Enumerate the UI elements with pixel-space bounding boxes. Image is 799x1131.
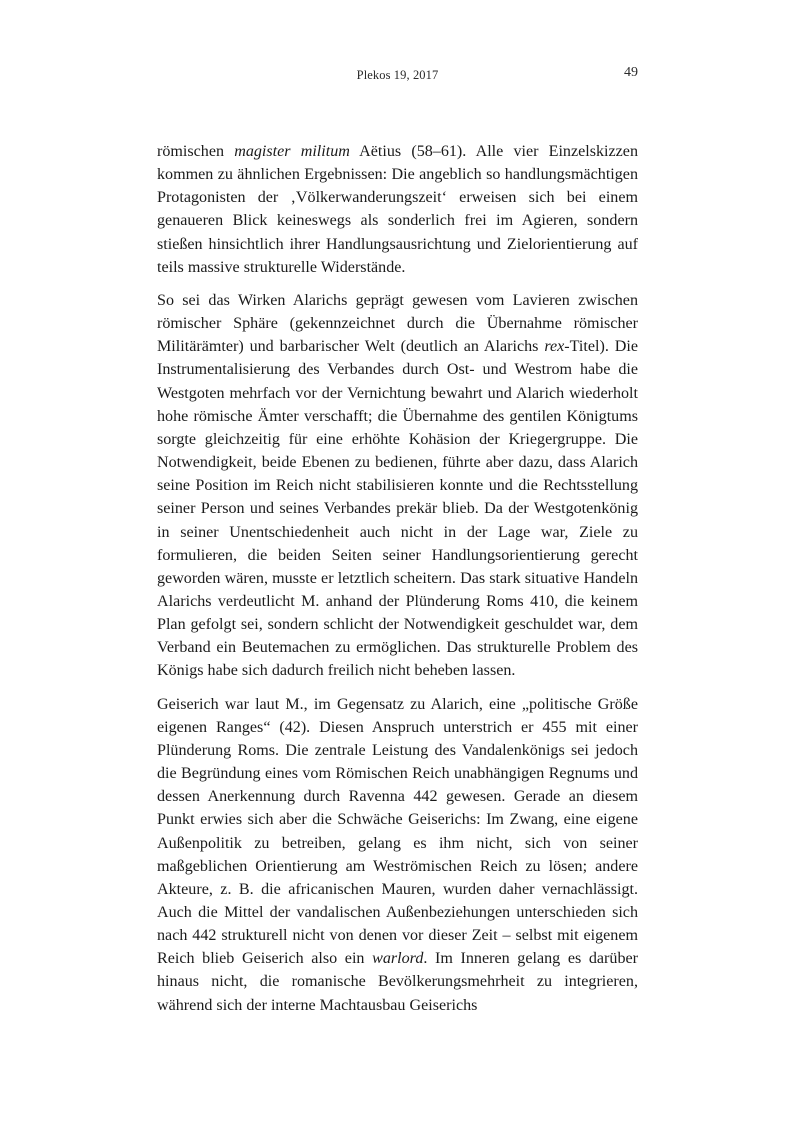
- paragraph: Geiserich war laut M., im Gegensatz zu Alarich, eine „politische Größe eigenen Ranges“ (42). Diesen Anspruch unterstrich er 455 mit einer Plünderung Roms. Die zentrale Leistung des Vandalenkönigs sei jedoch die Begründung eines vom Römischen Reich unabhängigen Regnums und dessen Anerkennung durch Ravenna 442 gewesen. Gerade an diesem Punkt erwies sich aber die Schwäche Geiserichs: Im Zwang, eine eigene Außenpolitik zu betreiben, gelang es ihm nicht, sich von seiner maßgeblichen Orientierung am Weströmischen Reich zu lösen; andere Akteure, z. B. die africanischen Mauren, wurden daher vernachlässigt. Auch die Mittel der vandalischen Außenbeziehungen unterschieden sich nach 442 strukturell nicht von denen vor dieser Zeit – selbst mit eigenem Reich blieb Geiserich also ein warlord. Im Inneren gelang es darüber hinaus nicht, die romanische Bevölkerungsmehrheit zu integrieren, während sich der interne Machtausbau Geiserichs: [157, 695, 638, 1014]
- italic-term: warlord: [372, 950, 424, 968]
- running-head: [157, 65, 638, 88]
- page-number: 49: [624, 65, 638, 80]
- paragraph: römischen magister militum Aëtius (58–61). Alle vier Einzelskizzen kommen zu ähnlichen Ergebnissen: Die angeblich so handlungsmächtigen Protagonisten der ‚Völkerwanderungszeit‘ erweisen sich bei einem genaueren Blick keineswegs als sonderlich frei im Agieren, sondern stießen hinsichtlich ihrer Handlungsausrichtung und Zielorientierung auf teils massive strukturelle Widerstände.: [157, 143, 638, 276]
- body-text-block: [157, 140, 638, 1017]
- italic-term: magister militum: [234, 143, 350, 160]
- italic-term: rex: [544, 338, 565, 356]
- running-head-title: Plekos 19, 2017: [356, 68, 439, 82]
- paragraph: So sei das Wirken Alarichs geprägt gewesen vom Lavieren zwischen römischer Sphäre (gekennzeichnet durch die Übernahme römischer Militärämter) und barbarischer Welt (deutlich an Alarichs rex-Titel). Die Instrumentalisierung des Verbandes durch Ost- und Westrom habe die Westgoten mehrfach vor der Vernichtung bewahrt und Alarich wiederholt hohe römische Ämter verschafft; die Übernahme des gentilen Königtums sorgte gleichzeitig für eine erhöhte Kohäsion der Kriegergruppe. Die Notwendigkeit, beide Ebenen zu bedienen, führte aber dazu, dass Alarich seine Position im Reich nicht stabilisieren konnte und die Rechtsstellung seiner Person und seines Verbandes prekär blieb. Da der Westgotenkönig in seiner Unentschiedenheit auch nicht in der Lage war, Ziele zu formulieren, die beiden Seiten seiner Handlungsorientierung gerecht geworden wären, musste er letztlich scheitern. Das stark situative Handeln Alarichs verdeutlicht M. anhand der Plünderung Roms 410, die keinem Plan gefolgt sei, sondern schlicht der Notwendigkeit geschuldet war, dem Verband ein Beutemachen zu ermöglichen. Das strukturelle Problem des Königs habe sich dadurch freilich nicht beheben lassen.: [157, 291, 638, 680]
